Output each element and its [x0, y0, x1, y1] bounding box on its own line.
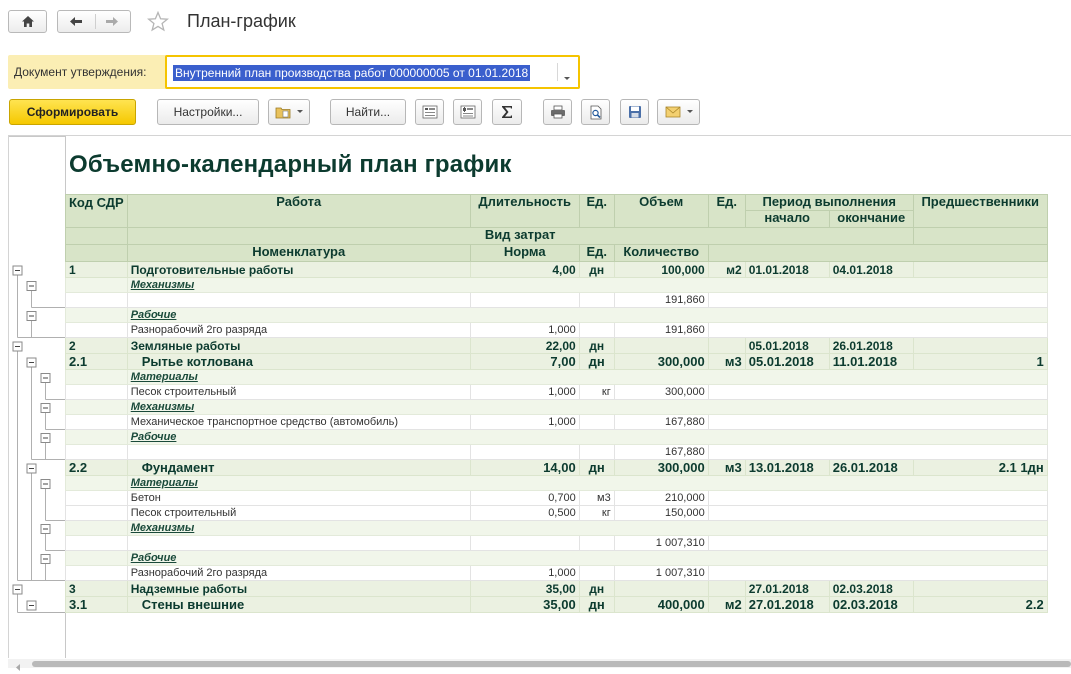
work-code: 2.2 [66, 460, 128, 476]
work-start: 27.01.2018 [745, 597, 829, 613]
group-row[interactable] [66, 476, 1048, 491]
item-unit [579, 293, 614, 308]
item-norm [470, 536, 579, 551]
item-row[interactable] [66, 445, 1048, 460]
collapse-groups-button[interactable] [415, 99, 444, 125]
find-button[interactable]: Найти... [330, 99, 406, 125]
collapse-toggle-icon[interactable] [41, 374, 50, 383]
work-volume-unit: м3 [708, 354, 745, 370]
group-gutter [66, 430, 128, 445]
cost-type-text: Механизмы [130, 401, 195, 413]
work-duration: 7,00 [470, 354, 579, 370]
favorite-star-icon[interactable] [147, 11, 169, 35]
print-button[interactable] [543, 99, 572, 125]
sum-button[interactable] [492, 99, 522, 125]
dropdown-arrow-icon[interactable] [563, 70, 571, 84]
item-unit [579, 415, 614, 430]
item-unit: кг [579, 385, 614, 400]
collapse-toggle-icon[interactable] [41, 480, 50, 489]
report-title: Объемно-календарный план график [69, 151, 512, 178]
settings-button[interactable]: Настройки... [157, 99, 259, 125]
item-blank [708, 491, 1047, 506]
work-predecessors [913, 338, 1047, 354]
cost-type-text: Материалы [130, 371, 198, 383]
nomenclature-name: Разнорабочий 2го разряда [127, 566, 470, 581]
header-start: начало [745, 211, 829, 228]
collapse-toggle-icon[interactable] [27, 601, 36, 610]
work-predecessors [913, 262, 1047, 278]
work-name: Надземные работы [127, 581, 470, 597]
collapse-toggle-icon[interactable] [41, 525, 50, 534]
dropdown-arrow-icon [297, 110, 303, 114]
group-gutter [66, 551, 128, 566]
work-start: 05.01.2018 [745, 338, 829, 354]
group-gutter [66, 308, 128, 323]
item-quantity: 1 007,310 [614, 566, 708, 581]
document-label: Документ утверждения: [14, 65, 147, 79]
item-blank [708, 415, 1047, 430]
item-quantity: 300,000 [614, 385, 708, 400]
item-blank [708, 566, 1047, 581]
work-name: Рытье котлована [127, 354, 470, 370]
generate-button[interactable]: Сформировать [9, 99, 136, 125]
collapse-toggle-icon[interactable] [13, 585, 22, 594]
collapse-toggle-icon[interactable] [13, 342, 22, 351]
header-duration: Длительность [470, 195, 579, 228]
work-volume-unit: м2 [708, 597, 745, 613]
arrow-left-icon [69, 16, 83, 27]
group-gutter [66, 370, 128, 385]
collapse-toggle-icon[interactable] [27, 282, 36, 291]
item-unit [579, 445, 614, 460]
work-name: Стены внешние [127, 597, 470, 613]
grouping-tree [9, 136, 66, 658]
work-start: 01.01.2018 [745, 262, 829, 278]
cost-type-label[interactable] [127, 521, 1047, 536]
header-end: окончание [829, 211, 913, 228]
report-area[interactable] [8, 135, 1071, 658]
collapse-toggle-icon[interactable] [27, 464, 36, 473]
home-button[interactable] [8, 10, 47, 33]
header-blank [708, 245, 1047, 262]
header-blank [66, 228, 128, 245]
header-code: Код СДР [66, 195, 128, 228]
header-nomenclature: Номенклатура [127, 245, 470, 262]
work-code: 2.1 [66, 354, 128, 370]
work-volume [614, 581, 708, 597]
work-unit: дн [579, 460, 614, 476]
work-volume-unit: м2 [708, 262, 745, 278]
item-unit: м3 [579, 491, 614, 506]
work-predecessors [913, 581, 1047, 597]
header-volume: Объем [614, 195, 708, 228]
group-gutter [66, 278, 128, 293]
work-row[interactable] [66, 338, 1048, 354]
work-row[interactable] [66, 262, 1048, 278]
nomenclature-name: Механическое транспортное средство (автомобиль) [127, 415, 470, 430]
item-gutter [66, 566, 128, 581]
header-period: Период выполнения [745, 195, 913, 211]
floppy-disk-icon [628, 105, 642, 119]
work-unit: дн [579, 354, 614, 370]
history-nav [57, 10, 131, 33]
nomenclature-name: Песок строительный [127, 506, 470, 521]
work-end: 26.01.2018 [829, 460, 913, 476]
arrow-right-icon [105, 16, 119, 27]
work-end: 26.01.2018 [829, 338, 913, 354]
work-end: 04.01.2018 [829, 262, 913, 278]
cost-type-label[interactable] [127, 400, 1047, 415]
cost-type-text: Материалы [130, 477, 198, 489]
work-unit: дн [579, 338, 614, 354]
work-unit: дн [579, 262, 614, 278]
header-work: Работа [127, 195, 470, 228]
item-row[interactable] [66, 506, 1048, 521]
dropdown-arrow-icon [687, 110, 693, 114]
item-norm: 1,000 [470, 385, 579, 400]
item-quantity: 191,860 [614, 323, 708, 338]
work-row[interactable] [66, 354, 1048, 370]
item-quantity: 167,880 [614, 445, 708, 460]
work-duration: 22,00 [470, 338, 579, 354]
collapse-toggle-icon[interactable] [41, 434, 50, 443]
scroll-left-icon[interactable] [16, 660, 21, 674]
document-field[interactable] [165, 55, 580, 89]
work-volume: 100,000 [614, 262, 708, 278]
work-row[interactable] [66, 581, 1048, 597]
header-unit2: Ед. [708, 195, 745, 228]
header-cost-type: Вид затрат [127, 228, 913, 245]
item-gutter [66, 323, 128, 338]
printer-icon [550, 105, 566, 119]
item-quantity: 167,880 [614, 415, 708, 430]
nomenclature-name [127, 536, 470, 551]
group-row[interactable] [66, 551, 1048, 566]
work-volume [614, 338, 708, 354]
group-row[interactable] [66, 278, 1048, 293]
work-start: 27.01.2018 [745, 581, 829, 597]
item-gutter [66, 445, 128, 460]
item-norm: 0,700 [470, 491, 579, 506]
forward-button[interactable] [105, 16, 119, 27]
work-end: 02.03.2018 [829, 581, 913, 597]
item-quantity: 150,000 [614, 506, 708, 521]
report-table-wrapper [65, 194, 1048, 613]
cost-type-text: Механизмы [130, 279, 195, 291]
collapse-toggle-icon[interactable] [41, 404, 50, 413]
back-button[interactable] [69, 16, 83, 27]
envelope-icon [665, 106, 681, 118]
item-blank [708, 323, 1047, 338]
print-preview-icon [588, 105, 604, 120]
item-row[interactable] [66, 491, 1048, 506]
work-code: 1 [66, 262, 128, 278]
header-blank [913, 228, 1047, 245]
work-volume: 400,000 [614, 597, 708, 613]
collapse-icon [422, 105, 438, 119]
work-volume: 300,000 [614, 460, 708, 476]
collapse-toggle-icon[interactable] [41, 555, 50, 564]
work-unit: дн [579, 597, 614, 613]
header-quantity: Количество [614, 245, 708, 262]
nomenclature-name: Песок строительный [127, 385, 470, 400]
work-start: 05.01.2018 [745, 354, 829, 370]
item-blank [708, 385, 1047, 400]
item-quantity: 191,860 [614, 293, 708, 308]
work-predecessors: 2.1 1дн [913, 460, 1047, 476]
header-unit: Ед. [579, 195, 614, 228]
document-selector-bar [8, 55, 580, 89]
item-blank [708, 536, 1047, 551]
item-quantity: 210,000 [614, 491, 708, 506]
work-row[interactable] [66, 460, 1048, 476]
item-gutter [66, 415, 128, 430]
work-duration: 35,00 [470, 581, 579, 597]
cost-type-label[interactable] [127, 278, 1047, 293]
work-end: 11.01.2018 [829, 354, 913, 370]
group-row[interactable] [66, 308, 1048, 323]
header-norm: Норма [470, 245, 579, 262]
item-gutter [66, 491, 128, 506]
nomenclature-name [127, 293, 470, 308]
item-row[interactable] [66, 293, 1048, 308]
item-norm [470, 445, 579, 460]
item-unit: кг [579, 506, 614, 521]
item-unit [579, 566, 614, 581]
item-row[interactable] [66, 415, 1048, 430]
window-title: План-график [187, 11, 296, 31]
cost-type-text: Рабочие [130, 431, 177, 443]
work-row[interactable] [66, 597, 1048, 613]
variants-button[interactable] [268, 99, 310, 125]
item-row[interactable] [66, 566, 1048, 581]
work-unit: дн [579, 581, 614, 597]
folder-icon [275, 105, 291, 119]
work-volume-unit [708, 338, 745, 354]
work-volume-unit: м3 [708, 460, 745, 476]
work-end: 02.03.2018 [829, 597, 913, 613]
cost-type-label[interactable] [127, 476, 1047, 491]
nomenclature-name: Разнорабочий 2го разряда [127, 323, 470, 338]
document-value[interactable]: Внутренний план производства работ 000000005 от 01.01.2018 [175, 66, 529, 80]
item-unit [579, 323, 614, 338]
send-email-button[interactable] [657, 99, 700, 125]
cost-type-label[interactable] [127, 308, 1047, 323]
work-volume: 300,000 [614, 354, 708, 370]
collapse-toggle-icon[interactable] [13, 266, 22, 275]
work-start: 13.01.2018 [745, 460, 829, 476]
work-predecessors: 1 [913, 354, 1047, 370]
nomenclature-name [127, 445, 470, 460]
item-norm: 1,000 [470, 323, 579, 338]
work-code: 3.1 [66, 597, 128, 613]
item-row[interactable] [66, 536, 1048, 551]
work-predecessors: 2.2 [913, 597, 1047, 613]
horizontal-scrollbar[interactable] [8, 659, 1071, 668]
item-norm: 0,500 [470, 506, 579, 521]
work-duration: 14,00 [470, 460, 579, 476]
item-row[interactable] [66, 385, 1048, 400]
home-icon [21, 15, 35, 28]
item-norm: 1,000 [470, 415, 579, 430]
item-blank [708, 445, 1047, 460]
item-gutter [66, 536, 128, 551]
work-code: 2 [66, 338, 128, 354]
cost-type-label[interactable] [127, 430, 1047, 445]
item-row[interactable] [66, 323, 1048, 338]
cost-type-label[interactable] [127, 370, 1047, 385]
item-gutter [66, 293, 128, 308]
header-blank [66, 245, 128, 262]
group-gutter [66, 400, 128, 415]
work-code: 3 [66, 581, 128, 597]
item-blank [708, 293, 1047, 308]
group-row[interactable] [66, 430, 1048, 445]
sigma-icon [500, 105, 514, 119]
collapse-toggle-icon[interactable] [27, 312, 36, 321]
expand-icon [460, 105, 476, 119]
item-norm: 1,000 [470, 566, 579, 581]
item-unit [579, 536, 614, 551]
group-row[interactable] [66, 400, 1048, 415]
item-norm [470, 293, 579, 308]
cost-type-text: Рабочие [130, 309, 177, 321]
header-unit3: Ед. [579, 245, 614, 262]
group-gutter [66, 521, 128, 536]
cost-type-text: Механизмы [130, 522, 195, 534]
collapse-toggle-icon[interactable] [27, 358, 36, 367]
work-name: Фундамент [127, 460, 470, 476]
cost-type-text: Рабочие [130, 552, 177, 564]
work-duration: 35,00 [470, 597, 579, 613]
work-volume-unit [708, 581, 745, 597]
expand-groups-button[interactable] [453, 99, 482, 125]
work-name: Подготовительные работы [127, 262, 470, 278]
cost-type-label[interactable] [127, 551, 1047, 566]
header-predecessors: Предшественники [913, 195, 1047, 228]
group-row[interactable] [66, 370, 1048, 385]
top-bar [0, 0, 1071, 44]
report-table [65, 194, 1048, 613]
item-quantity: 1 007,310 [614, 536, 708, 551]
work-duration: 4,00 [470, 262, 579, 278]
scrollbar-thumb[interactable] [32, 661, 1071, 667]
nomenclature-name: Бетон [127, 491, 470, 506]
save-button[interactable] [620, 99, 649, 125]
group-row[interactable] [66, 521, 1048, 536]
item-gutter [66, 385, 128, 400]
item-gutter [66, 506, 128, 521]
print-preview-button[interactable] [581, 99, 610, 125]
item-blank [708, 506, 1047, 521]
group-gutter [66, 476, 128, 491]
work-name: Земляные работы [127, 338, 470, 354]
